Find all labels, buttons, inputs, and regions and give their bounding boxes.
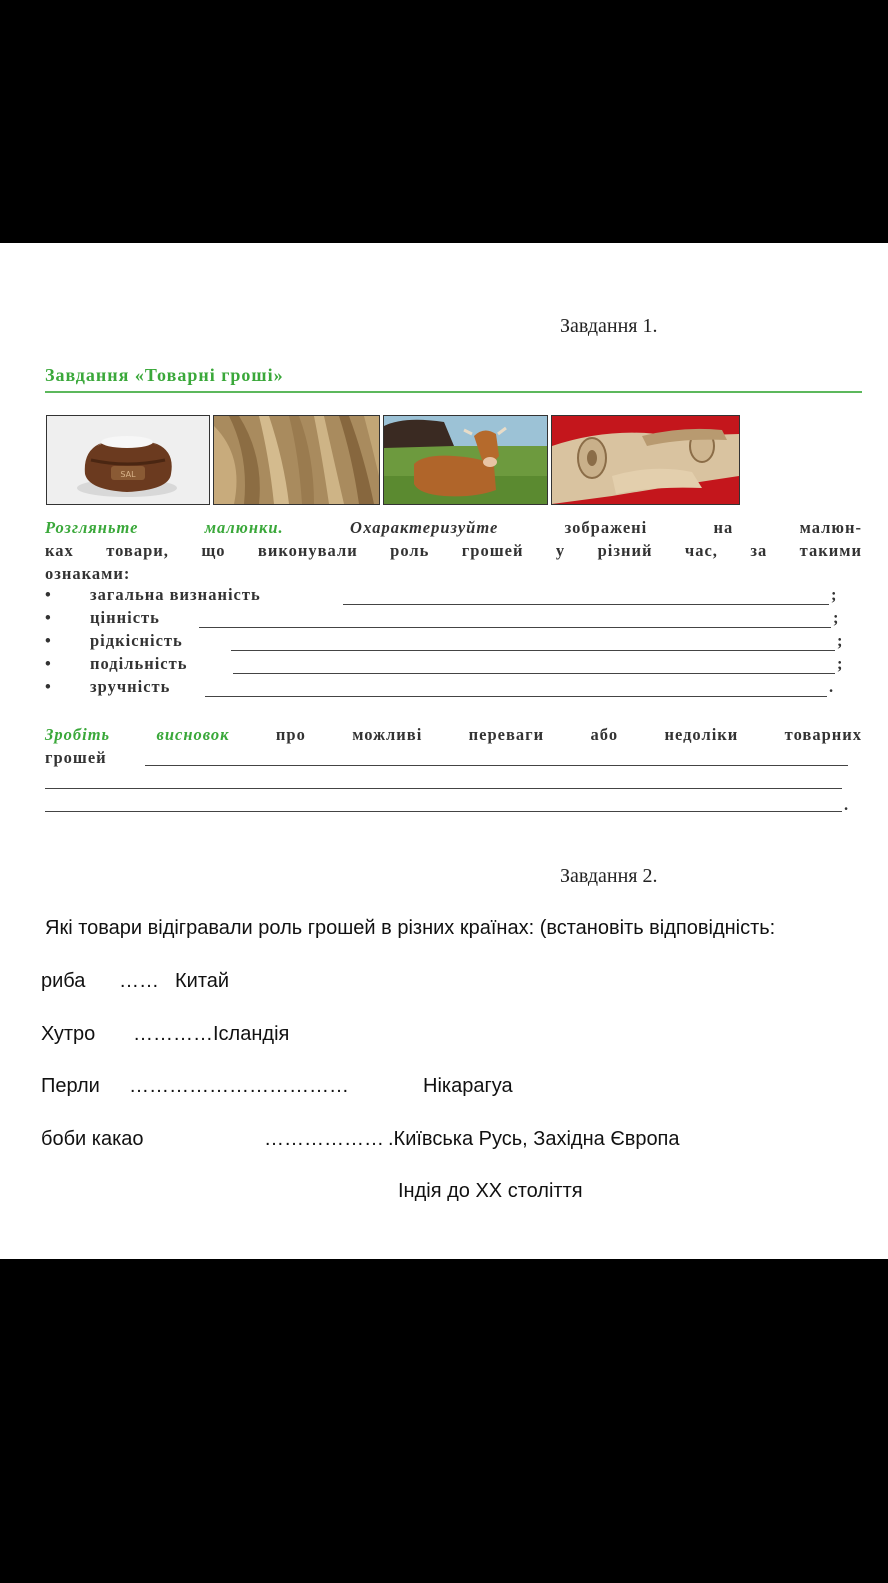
- worksheet-page: [0, 243, 888, 1259]
- criterion-row: [45, 585, 862, 608]
- conclusion-green: Зробіть висновок: [45, 725, 230, 744]
- bullet-icon: •: [45, 585, 52, 604]
- match-item: Перли: [41, 1075, 100, 1097]
- salt-sack-image: [46, 415, 210, 505]
- instruction-rest: зображені на малюн-: [564, 518, 863, 537]
- criterion-end: ;: [837, 631, 844, 650]
- sack-label: SAL: [120, 470, 136, 479]
- bullet-icon: •: [45, 654, 52, 673]
- match-dots: ……………………………: [129, 1075, 349, 1097]
- criterion-row: [45, 654, 862, 677]
- match-country: Нікарагуа: [423, 1075, 513, 1097]
- match-dots: ……: [119, 970, 159, 992]
- cloth-rolls-image: [551, 415, 740, 505]
- answer-line[interactable]: [233, 673, 835, 674]
- criterion-label: загальна визнаність: [90, 585, 261, 604]
- instruction-line-1: [45, 516, 862, 539]
- answer-line[interactable]: [205, 696, 827, 697]
- match-item: боби какао: [41, 1128, 144, 1150]
- bullet-icon: •: [45, 631, 52, 650]
- criterion-row: [45, 608, 862, 631]
- task-box-title: Завдання «Товарні гроші»: [45, 365, 284, 385]
- instruction-line-3: ознаками:: [45, 564, 131, 583]
- cow-image: [383, 415, 548, 505]
- match-country-extra: Індія до XX століття: [398, 1180, 583, 1202]
- criterion-label: рідкісність: [90, 631, 183, 650]
- answer-line[interactable]: [45, 788, 842, 789]
- answer-line[interactable]: [343, 604, 829, 605]
- match-item: Хутро: [41, 1023, 96, 1045]
- criterion-row: [45, 631, 862, 654]
- criterion-end: .: [829, 677, 835, 696]
- task2-heading: Завдання 2.: [560, 865, 658, 887]
- criterion-row: [45, 677, 862, 700]
- answer-line[interactable]: [199, 627, 831, 628]
- conclusion-line-1: [45, 723, 862, 746]
- criterion-end: ;: [833, 608, 840, 627]
- criterion-end: ;: [837, 654, 844, 673]
- criterion-end: ;: [831, 585, 838, 604]
- task2-question: Які товари відігравали роль грошей в різних країнах: (встановіть відповідність:: [45, 917, 776, 939]
- furs-image: [213, 415, 380, 505]
- match-dots: …………Ісландія: [133, 1023, 290, 1045]
- conclusion-end: .: [844, 795, 850, 814]
- answer-line[interactable]: [231, 650, 835, 651]
- match-dots: ………………: [264, 1128, 384, 1150]
- match-country: .Київська Русь, Західна Європа: [388, 1128, 680, 1150]
- instruction-italic: Охарактеризуйте: [349, 518, 499, 537]
- criterion-label: зручність: [90, 677, 171, 696]
- title-rule: [45, 391, 862, 393]
- instruction-line-2: ках товари, що виконували роль грошей у різний час, за такими: [45, 541, 862, 560]
- bullet-icon: •: [45, 608, 52, 627]
- conclusion-rest: про можливі переваги або недоліки товарних: [275, 725, 863, 744]
- match-item: риба: [41, 970, 86, 992]
- criterion-label: подільність: [90, 654, 188, 673]
- task1-heading: Завдання 1.: [560, 315, 658, 337]
- conclusion-line-2: грошей: [45, 748, 107, 767]
- match-country: Китай: [175, 970, 230, 992]
- instruction-green: Розгляньте малюнки.: [45, 518, 284, 537]
- answer-line[interactable]: [145, 765, 848, 766]
- criterion-label: цінність: [90, 608, 160, 627]
- bullet-icon: •: [45, 677, 52, 696]
- answer-line[interactable]: [45, 811, 842, 812]
